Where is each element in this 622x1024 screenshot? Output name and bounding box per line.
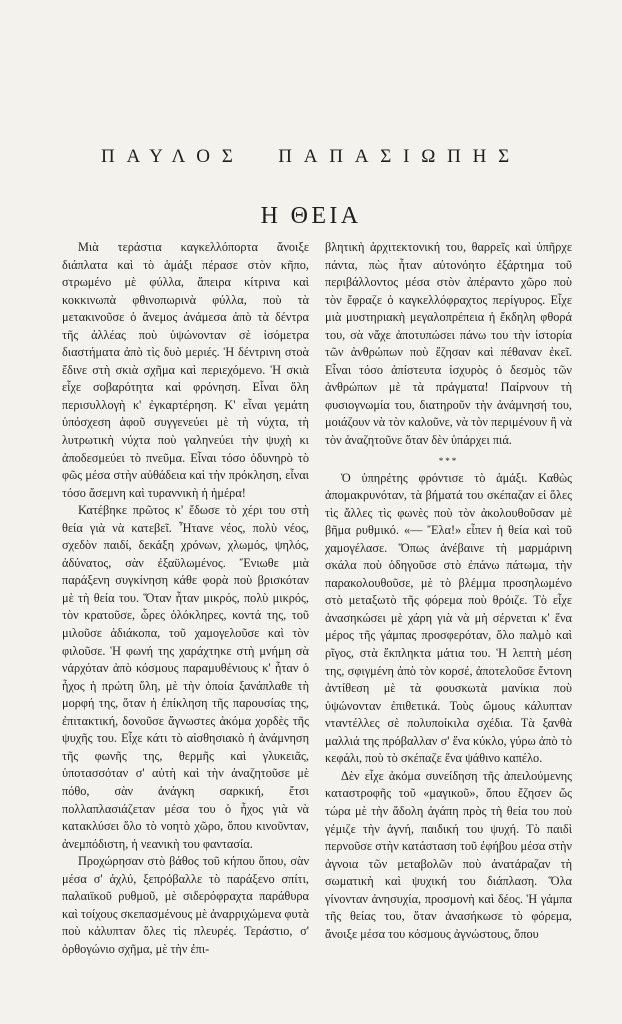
story-title: Η ΘΕΙΑ <box>260 203 362 229</box>
paragraph: Προχώρησαν στὸ βάθος τοῦ κήπου ὅπου, σὰν μέσα σ' ἀχλύ, ξεπρόβαλλε τὸ παράξενο σπίτι, παλαιϊκοῦ ρυθμοῦ, μὲ σιδερόφραχτα παράθυρα καὶ τοίχους σκεπασμένους μὲ ἀναρριχώμενα φυτὰ ποὺ κάλυπταν ὅλες τὶς πλευρές. Τεράστιο, σ' ὀρθογώνιο σχῆμα, μὲ τὴν ἐπι- <box>62 854 309 956</box>
paragraph: Ὁ ὑπηρέτης φρόντισε τὸ ἁμάξι. Καθὼς ἀπομακρυνόταν, τὰ βήματά του σκέπαζαν εἰ ὅλες τὶς ἄλλες τὶς φωνὲς ποὺ τὸν ἀκολουθοῦσαν μὲ βῆμα ρυθμικό. «— Ἔλα!» εἶπεν ἡ θεία καὶ τοῦ χαμογέλασε. Ὅπως ἀνέβαινε τὴ μαρμάρινη σκάλα ποὺ ὁδηγοῦσε στὸ ἐπάνω πάτωμα, τὴν παρακολουθοῦσε, μὲ τὸ βλέμμα προσηλωμένο στὸ μεταξωτὸ τῆς φόρεμα ποὺ θρόιζε. Τὸ εἶχε ἀνασηκώσει μὲ χάρη γιὰ νὰ μὴ σέρνεται κ' ἕνα μέρος τῆς γάμπας προσφερόταν, ὅλο παλμὸ καὶ ρῖγος, στὰ ἔκπληκτα μάτια του. Ἡ λεπτὴ μέση της, σφιγμένη ἀπὸ τὸν κορσέ, ἀποτελοῦσε ἔντονη ἀντίθεση μὲ τὰ φουσκωτὰ μανίκια ποὺ ὑψώνονταν ἐπιθετικά. Τοὺς ὤμους κάλυπταν νταντέλλες σὲ πολυποίκιλα σχέδια. Τὰ ξανθὰ μαλλιά της πρόβαλλαν σ' ἕνα κύκλο, γύρω ἀπὸ τὸ κεφάλι, ποὺ τὸ σκέπαζε ἕνα ψάθινο καπέλο. <box>325 470 572 766</box>
right-column <box>325 239 572 1009</box>
paragraph: Δὲν εἶχε ἀκόμα συνείδηση τῆς ἀπειλούμενης καταστροφῆς τοῦ «μαγικοῦ», ὅπου ἔζησεν ὥς τώρα μὲ τὴν ἄδολη ἀγάπη πρὸς τὴ θεία του ποὺ γέμιζε τὴν ἁγνή, παιδική του ψυχή. Τὸ παιδὶ περνοῦσε στὴν κατάσταση τοῦ ἐφήβου μέσα στὴν ἀγνοια τῶν μεταβολῶν ποὺ ἀνατάραζαν τὴ σωματικὴ καὶ ψυχική του διάπλαση. Ὅλα γίνονταν ἀνησυχία, προσμονὴ καὶ δέος. Ἡ γάμπα τῆς θείας του, ὅταν ἀνασήκωσε τὸ φόρεμα, ἄνοιξε μέσα του κόσμους ἀγνώστους, ὅπου <box>325 768 572 941</box>
paragraph: Κατέβηκε πρῶτος κ' ἔδωσε τὸ χέρι του στὴ θεία γιὰ νὰ κατεβεῖ. Ἦτανε νέος, πολὺ νέος, σχεδὸν παιδί, δεκάξη χρόνων, χλωμός, ψηλός, ἀδύνατος, σὰν ἐξαϋλωμένος. Ἔνιωθε μιὰ παράξενη συγκίνηση κάθε φορὰ ποὺ βρισκόταν μὲ τὴ θεία του. Ὅταν ἦταν μικρός, πολὺ μικρός, τὸν κρατοῦσε, ὧρες ὁλόκληρες, κοντά της, τοῦ μιλοῦσε ἀδιάκοπα, τοῦ χαμογελοῦσε καὶ τὸν φιλοῦσε. Ἡ φωνή της χαράχτηκε στὴ μνήμη σὰ νάρχόταν ἀπὸ κόσμους παραμυθένιους κ' ἦταν ὁ ἦχος ἡ πρώτη ὕλη, μὲ τὴν ὁποία ξανάπλαθε τὴ μορφή της, ὅταν ἡ ἐπίκληση τῆς παρουσίας της, ἐπιτακτική, δονοῦσε ἄγνωστες ἀκόμα χορδὲς τῆς ψυχῆς του. Εἶχε κάτι τὸ αἰσθησιακὸ ἡ ἀνάμνηση τῆς φωνῆς της, θερμῆς καὶ γλυκειᾶς, ὑποτασσόταν σ' αὐτὴ καὶ τὴν ἀναζητοῦσε μὲ πόθο, σὰν ἀνάγκη σαρκική, ἔτσι πολλαπλασιάζεταν μέσα του ὁ ἦχος γιὰ νὰ κατακλύσει ὅλο τὸ νοητὸ χῶρο, ὅπου κινοῦνταν, ἀνεμπόδιστη, ἡ νεανικὴ του φαντασία. <box>62 503 309 851</box>
author-name: ΠΑΥΛΟΣ ΠΑΠΑΣΙΩΠΗΣ <box>101 146 521 167</box>
paragraph-continued: βλητικὴ ἀρχιτεκτονική του, θαρρεῖς καὶ ὑπῆρχε πάντα, πὼς ἦταν αὐτονόητο ἐξάρτημα τοῦ περιβάλλοντος μέσα στὸν ἀπέραντο χῶρο ποὺ τὸν ἔφραζε ὁ καγκελλόφραχτος περίγυρος. Εἶχε μιὰ μυστηριακὴ μεγαλοπρέπεια ἡ ἔκδηλη φθορά του, σὰ νἄχε ἀποτυπώσει πάνω του τὴν ἱστορία τῶν ἀνθρώπων ποὺ ἔζησαν καὶ πέθαναν ἐκεῖ. Εἶναι τόσο ἀπίστευτα ἰσχυρὸς ὁ δεσμὸς τῶν ἀνθρώπων μὲ τὰ πράγματα! Παίρνουν τὴ φυσιογνωμία του, διατηροῦν τὴν ἀνάμνησή του, μοιάζουν νὰ τὸν καλοῦνε, νὰ τὸν περιμένουν ἢ νὰ τὸν ἀναζητοῦνε ὅταν δὲν ὑπάρχει πιά. <box>325 240 572 448</box>
paragraph: Μιὰ τεράστια καγκελλόπορτα ἄνοιξε διάπλατα καὶ τὸ ἁμάξι πέρασε στὸν κῆπο, στρωμένο μὲ φύλλα, ἄπειρα κίτρινα καὶ κοκκινωπὰ φθινοπωρινὰ φύλλα, ποὺ τὰ μετακινοῦσε ὁ ἄνεμος ἀνάμεσα ἀπὸ τὰ δέντρα τῆς ἀλλέας ποὺ ὑψώνονταν σὲ ἰσόμετρα διαστήματα ἀπὸ τὶς δυὸ μεριές. Ἡ δέντρινη στοὰ ἔδινε στὴ σκιὰ σχῆμα καὶ περιεχόμενο. Ἡ σκιὰ εἶχε σοβαρότητα καὶ φρόνηση. Εἶναι ὅλη περισυλλογὴ κ' ἐγκαρτέρηση. Κ' εἶναι γεμάτη ὑπόσχεση ἀφοῦ συγγενεύει μὲ τὴ νύχτα, τὴ λυτρωτικὴ νύχτα ποὺ γαληνεύει τὴν ψυχὴ κι ἀποδεσμεύει τὸ πνεῦμα. Εἶναι τόσο ὀδυνηρὸ τὸ φῶς μέσα στὴν αὐθάδεια καὶ τὴν πρόκληση, εἶναι τόσο ἄσεμνη καὶ τυραννικὴ ἡ ἡμέρα! <box>62 240 309 500</box>
left-column <box>62 239 309 1009</box>
section-separator: *** <box>438 455 459 466</box>
